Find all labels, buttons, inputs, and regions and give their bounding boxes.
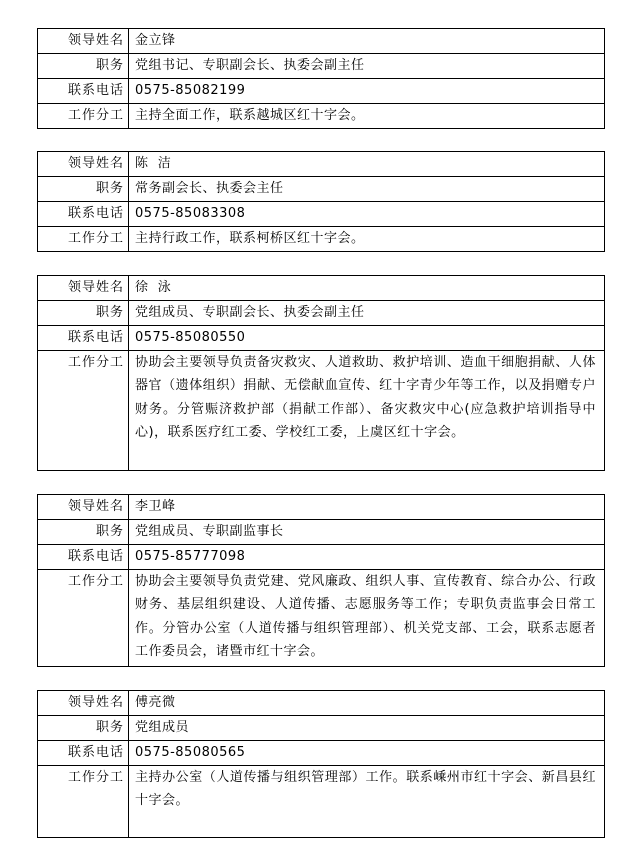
- leader-position: 常务副会长、执委会主任: [129, 177, 605, 202]
- duty-label: 工作分工: [38, 227, 129, 252]
- position-label: 职务: [38, 520, 129, 545]
- position-label: 职务: [38, 716, 129, 741]
- duty-label: 工作分工: [38, 570, 129, 667]
- leader-table-3: [37, 275, 605, 471]
- leader-duty: 协助会主要领导负责党建、党风廉政、组织人事、宣传教育、综合办公、行政财务、基层组织建设、人道传播、志愿服务等工作；专职负责监事会日常工作。分管办公室（人道传播与组织管理部）、机关党支部、工会，联系志愿者工作委员会，诸暨市红十字会。: [129, 570, 605, 667]
- leader-phone: 0575-85777098: [129, 545, 605, 570]
- phone-label: 联系电话: [38, 326, 129, 351]
- leader-name: 徐 泳: [129, 276, 605, 301]
- leader-table-1: [37, 28, 605, 129]
- leader-position: 党组成员、专职副会长、执委会副主任: [129, 301, 605, 326]
- position-label: 职务: [38, 177, 129, 202]
- phone-label: 联系电话: [38, 545, 129, 570]
- phone-label: 联系电话: [38, 79, 129, 104]
- duty-label: 工作分工: [38, 766, 129, 838]
- leader-table-2: [37, 151, 605, 252]
- phone-label: 联系电话: [38, 741, 129, 766]
- name-label: 领导姓名: [38, 152, 129, 177]
- leader-position: 党组书记、专职副会长、执委会副主任: [129, 54, 605, 79]
- leader-phone: 0575-85083308: [129, 202, 605, 227]
- position-label: 职务: [38, 54, 129, 79]
- position-label: 职务: [38, 301, 129, 326]
- leader-table-5: [37, 690, 605, 838]
- leader-name: 金立锋: [129, 29, 605, 54]
- leader-position: 党组成员、专职副监事长: [129, 520, 605, 545]
- leader-duty: 主持全面工作，联系越城区红十字会。: [129, 104, 605, 129]
- leader-table-4: [37, 494, 605, 667]
- leader-position: 党组成员: [129, 716, 605, 741]
- leader-duty: 主持办公室（人道传播与组织管理部）工作。联系嵊州市红十字会、新昌县红十字会。: [129, 766, 605, 838]
- name-label: 领导姓名: [38, 495, 129, 520]
- name-label: 领导姓名: [38, 691, 129, 716]
- leader-phone: 0575-85080550: [129, 326, 605, 351]
- duty-label: 工作分工: [38, 104, 129, 129]
- phone-label: 联系电话: [38, 202, 129, 227]
- name-label: 领导姓名: [38, 276, 129, 301]
- name-label: 领导姓名: [38, 29, 129, 54]
- leader-duty: 主持行政工作，联系柯桥区红十字会。: [129, 227, 605, 252]
- leader-duty: 协助会主要领导负责备灾救灾、人道救助、救护培训、造血干细胞捐献、人体器官（遗体组织）捐献、无偿献血宣传、红十字青少年等工作，以及捐赠专户财务。分管赈济救护部（捐献工作部）、备灾救灾中心(应急救护培训指导中心)，联系医疗红工委、学校红工委，上虞区红十字会。: [129, 351, 605, 471]
- duty-label: 工作分工: [38, 351, 129, 471]
- leader-phone: 0575-85082199: [129, 79, 605, 104]
- leader-phone: 0575-85080565: [129, 741, 605, 766]
- leader-name: 陈 洁: [129, 152, 605, 177]
- leader-name: 傅亮微: [129, 691, 605, 716]
- leader-name: 李卫峰: [129, 495, 605, 520]
